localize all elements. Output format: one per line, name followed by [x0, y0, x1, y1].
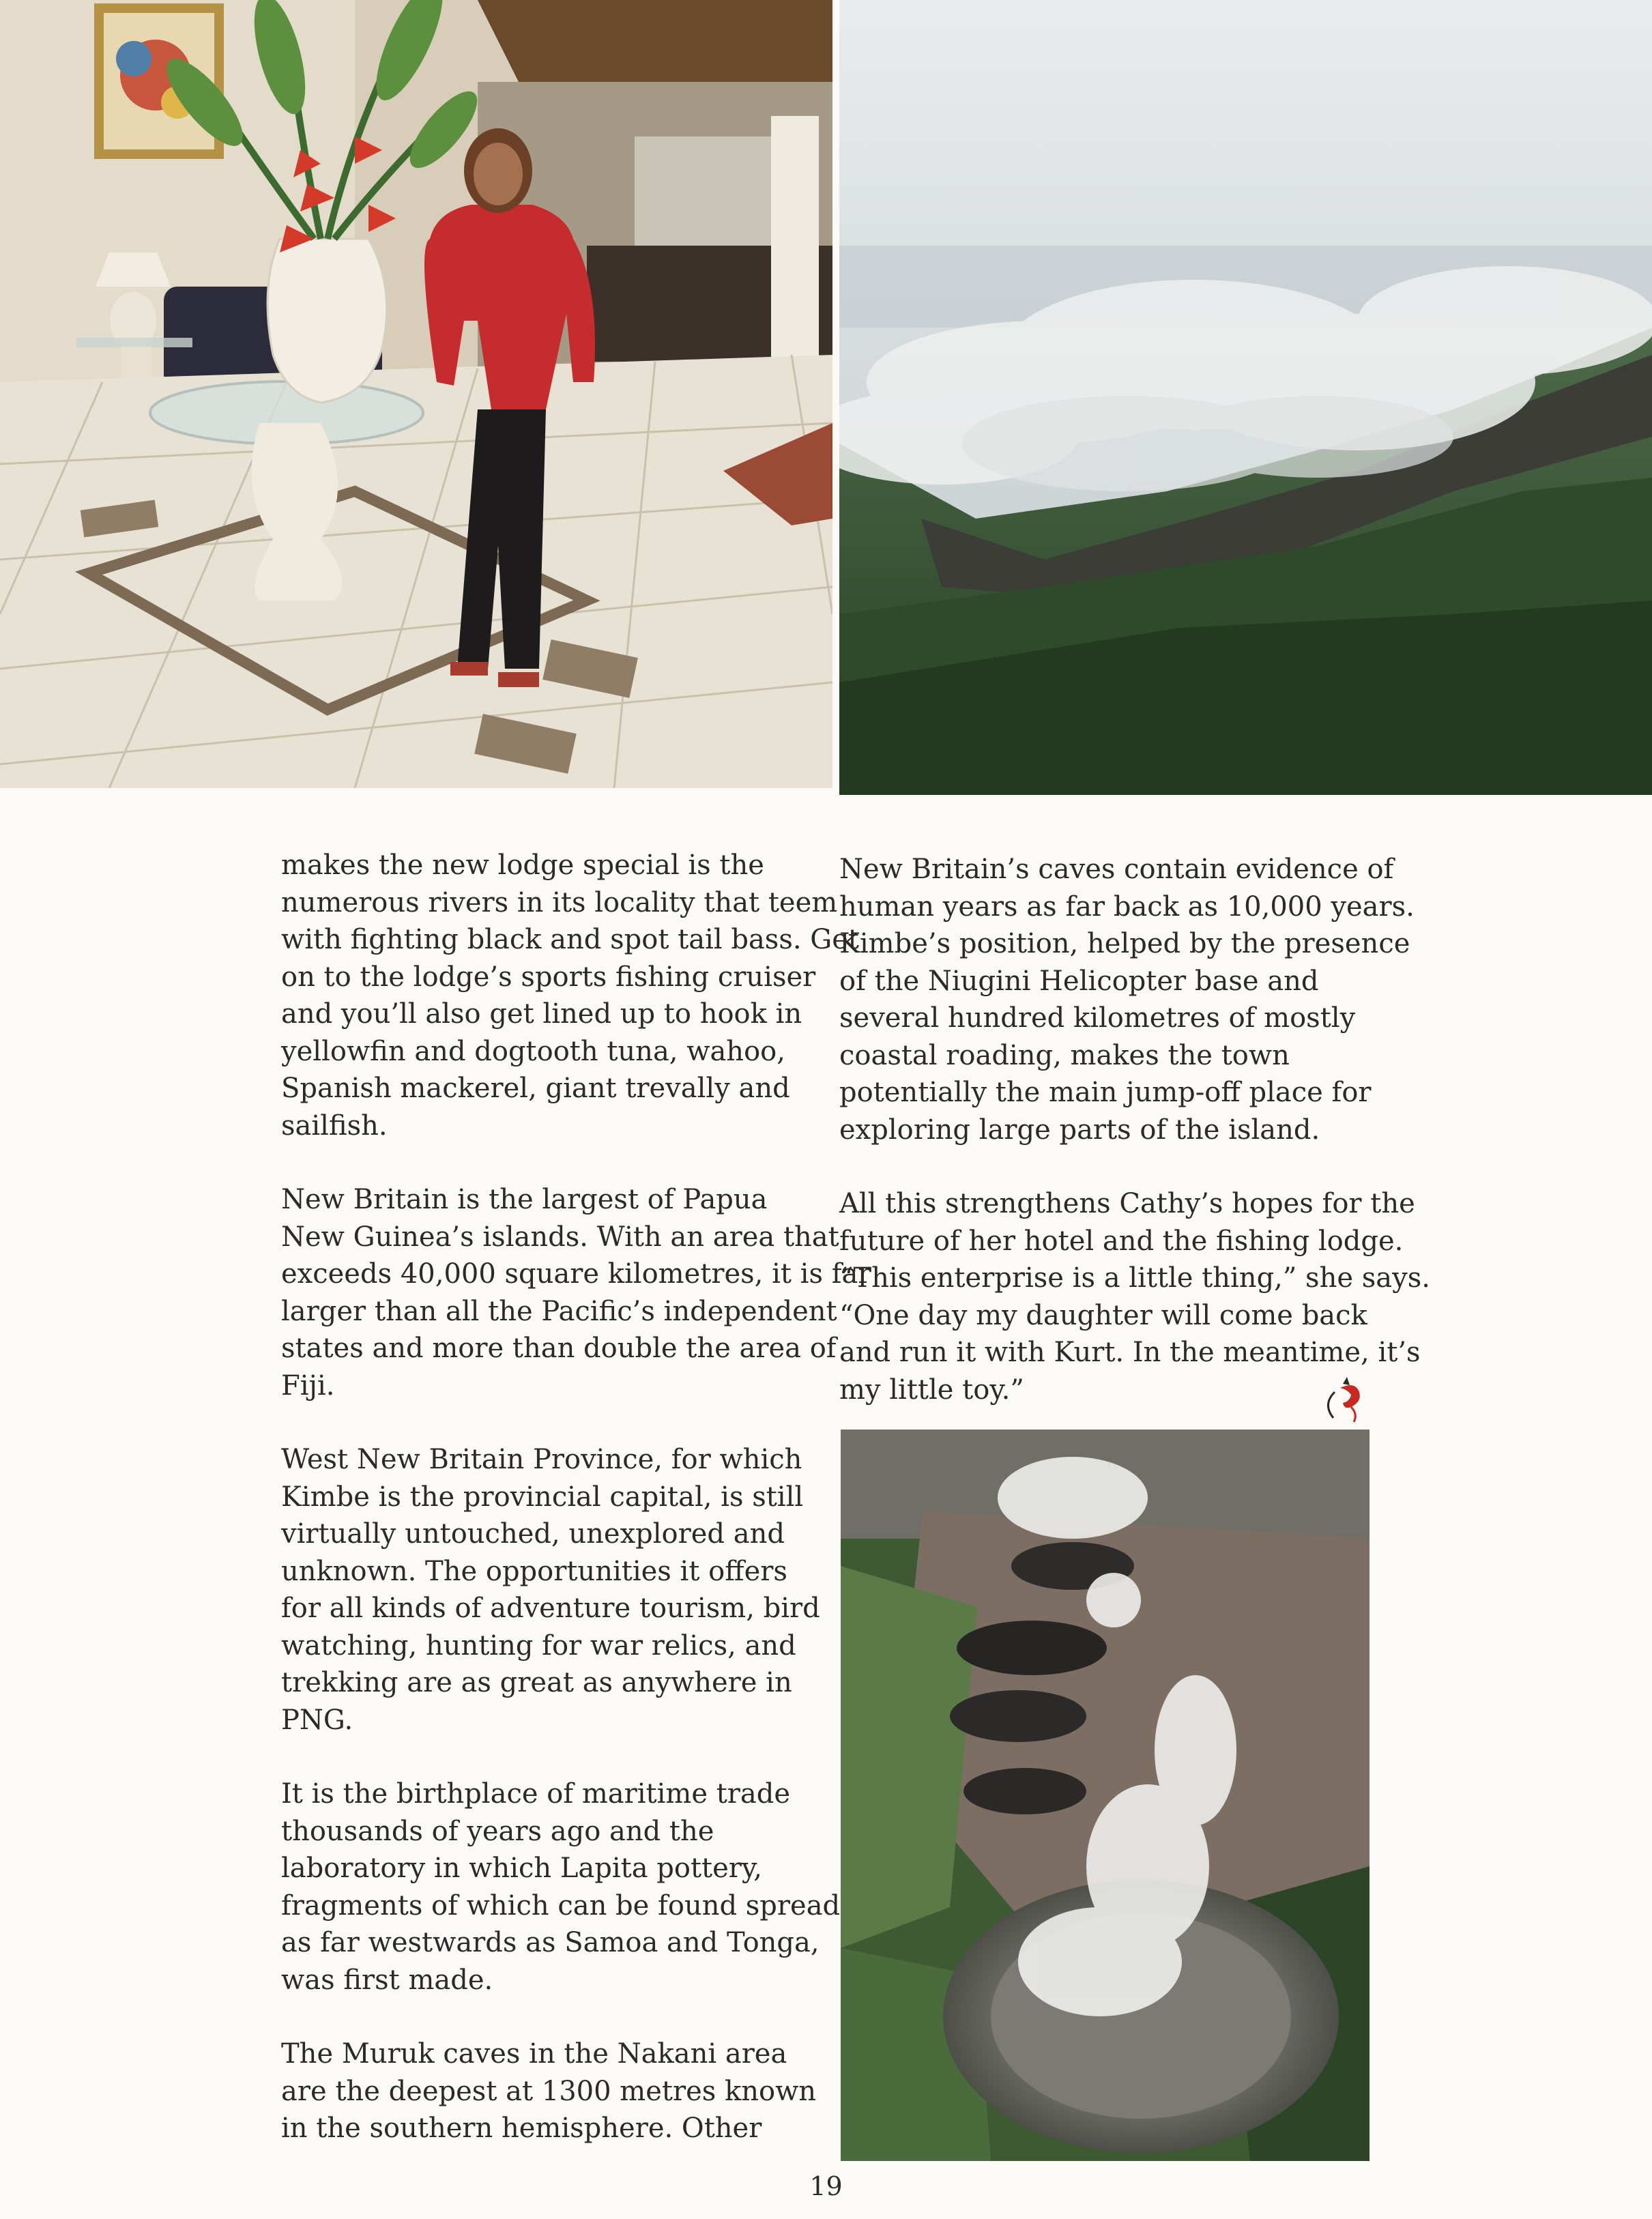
text-line: Kimbe is the provincial capital, is still — [281, 1481, 804, 1513]
text-line: thousands of years ago and the — [281, 1815, 714, 1847]
paragraph — [281, 1181, 871, 1404]
paragraph — [281, 847, 859, 1144]
lobby-photo — [0, 0, 832, 788]
text-line: my little toy.” — [839, 1374, 1024, 1406]
crater-photo — [841, 1430, 1370, 2161]
text-line: for all kinds of adventure tourism, bird — [281, 1593, 820, 1624]
text-line: as far westwards as Samoa and Tonga, — [281, 1927, 820, 1958]
text-line: are the deepest at 1300 metres known — [281, 2075, 817, 2107]
text-line: The Muruk caves in the Nakani area — [281, 2038, 787, 2070]
paragraph — [281, 1775, 841, 1999]
text-line: exploring large parts of the island. — [839, 1114, 1320, 1146]
text-line: and you’ll also get lined up to hook in — [281, 998, 802, 1030]
text-line: “This enterprise is a little thing,” she says. — [839, 1262, 1430, 1294]
text-line: sailfish. — [281, 1110, 388, 1142]
text-line: in the southern hemisphere. Other — [281, 2113, 762, 2144]
text-line: trekking are as great as anywhere in — [281, 1667, 792, 1698]
text-line: several hundred kilometres of mostly — [839, 1002, 1356, 1034]
text-line: West New Britain Province, for which — [281, 1444, 802, 1475]
text-line: New Britain is the largest of Papua — [281, 1184, 768, 1215]
article-right-column — [839, 851, 1430, 1445]
paragraph — [281, 2035, 817, 2147]
text-line: All this strengthens Cathy’s hopes for the — [839, 1188, 1415, 1219]
bird-of-paradise-icon — [1320, 1377, 1369, 1426]
text-line: Spanish mackerel, giant trevally and — [281, 1073, 790, 1104]
article-left-column — [281, 847, 871, 2184]
paragraph — [839, 851, 1415, 1148]
text-line: New Guinea’s islands. With an area that — [281, 1221, 839, 1253]
crater-photo-image — [841, 1430, 1370, 2161]
volcano-valley-photo — [839, 0, 1652, 795]
text-line: PNG. — [281, 1704, 353, 1736]
text-line: of the Niugini Helicopter base and — [839, 965, 1319, 997]
text-line: larger than all the Pacific’s independent — [281, 1295, 837, 1327]
text-line: coastal roading, makes the town — [839, 1039, 1290, 1071]
text-line: laboratory in which Lapita pottery, — [281, 1853, 762, 1884]
text-line: was first made. — [281, 1964, 493, 1996]
text-line: and run it with Kurt. In the meantime, it’s — [839, 1337, 1421, 1368]
text-line: human years as far back as 10,000 years. — [839, 890, 1415, 923]
paragraph — [839, 1185, 1430, 1408]
text-line: numerous rivers in its locality that teem — [281, 886, 838, 918]
text-line: watching, hunting for war relics, and — [281, 1629, 796, 1662]
text-line: Fiji. — [281, 1369, 335, 1402]
page-number: 19 — [809, 2171, 843, 2201]
text-line: “One day my daughter will come back — [839, 1299, 1367, 1331]
text-line: fragments of which can be found spread — [281, 1889, 841, 1921]
text-line: potentially the main jump-off place for — [839, 1077, 1372, 1108]
text-line: with fighting black and spot tail bass. Get — [281, 924, 859, 955]
text-line: yellowfin and dogtooth tuna, wahoo, — [281, 1035, 785, 1067]
text-line: unknown. The opportunities it offers — [281, 1555, 787, 1587]
text-line: New Britain’s caves contain evidence of — [839, 854, 1394, 885]
text-line: virtually untouched, unexplored and — [281, 1518, 785, 1550]
text-line: makes the new lodge special is the — [281, 850, 764, 881]
text-line: future of her hotel and the fishing lodge. — [839, 1225, 1404, 1257]
volcano-valley-photo-image — [839, 0, 1652, 795]
lobby-photo-image — [0, 0, 832, 788]
text-line: exceeds 40,000 square kilometres, it is far — [281, 1258, 871, 1290]
text-line: It is the birthplace of maritime trade — [281, 1778, 791, 1810]
text-line: Kimbe’s position, helped by the presence — [839, 928, 1410, 959]
text-line: states and more than double the area of — [281, 1333, 837, 1364]
text-line: on to the lodge’s sports fishing cruiser — [281, 961, 816, 993]
paragraph — [281, 1441, 820, 1739]
